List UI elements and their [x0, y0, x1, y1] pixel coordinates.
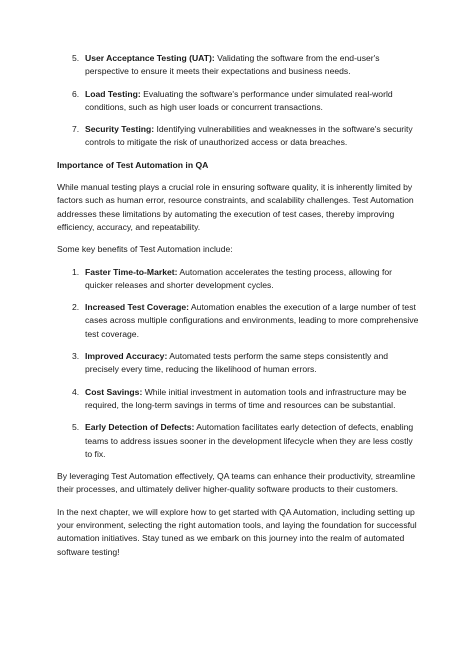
- list-item: [57, 52, 422, 79]
- testing-types-list: [57, 52, 422, 150]
- list-term: Improved Accuracy:: [85, 351, 168, 362]
- list-term: User Acceptance Testing (UAT):: [85, 53, 215, 63]
- list-term: Increased Test Coverage:: [85, 302, 189, 313]
- paragraph-benefits-intro: Some key benefits of Test Automation include:: [57, 244, 233, 255]
- list-text: Automation enables the execution of a large number of test cases across multiple configurations and environments, leading to more comprehensive test coverage.: [85, 302, 419, 339]
- list-term: Early Detection of Defects:: [85, 422, 195, 433]
- list-text: Identifying vulnerabilities and weaknesses in the software's security controls to mitigate the risk of unauthorized access or data breaches.: [85, 124, 413, 148]
- list-number: 5.: [72, 422, 80, 433]
- list-item: [57, 350, 422, 377]
- list-text: Automation facilitates early detection of defects, enabling teams to address issues sooner in the development lifecycle when they are less costly to fix.: [85, 422, 414, 459]
- paragraph-intro: While manual testing plays a crucial role in ensuring software quality, it is inherently limited by factors such as human error, resource constraints, and scalability challenges. Test Automation addresses these limitations by automating the execution of test cases, thereby improving efficiency, accuracy, and repeatability.: [57, 182, 414, 232]
- benefits-list: [57, 266, 422, 462]
- list-text: Evaluating the software's performance under simulated real-world conditions, such as high user loads or concurrent transactions.: [85, 88, 393, 112]
- list-item: [57, 266, 422, 293]
- list-item: [57, 421, 422, 461]
- list-term: Cost Savings:: [85, 386, 143, 397]
- list-item: [57, 301, 422, 341]
- document-page: [57, 52, 422, 568]
- list-term: Load Testing:: [85, 88, 141, 99]
- list-number: 2.: [72, 302, 80, 313]
- list-term: Security Testing:: [85, 124, 155, 135]
- list-number: 4.: [72, 386, 80, 397]
- list-number: 6.: [72, 88, 80, 99]
- paragraph-conclusion: By leveraging Test Automation effectively, QA teams can enhance their productivity, streamline their processes, and ultimately deliver higher-quality software products to their customers.: [57, 471, 416, 495]
- list-number: 7.: [72, 124, 80, 135]
- paragraph-next-chapter: In the next chapter, we will explore how to get started with QA Automation, including setting up your environment, selecting the right automation tools, and laying the foundation for successful automation initiatives. Stay tuned as we embark on this journey into the realm of automated software testing!: [57, 506, 417, 557]
- list-number: 3.: [72, 351, 80, 362]
- list-number: 5.: [72, 53, 80, 63]
- list-item: [57, 386, 422, 413]
- list-text: While initial investment in automation tools and infrastructure may be required, the long-term savings in terms of time and resources can be substantial.: [85, 386, 407, 410]
- list-term: Faster Time-to-Market:: [85, 266, 178, 277]
- list-text: Automated tests perform the same steps consistently and precisely every time, reducing the likelihood of human errors.: [85, 351, 388, 375]
- list-number: 1.: [72, 266, 80, 277]
- section-heading: Importance of Test Automation in QA: [57, 159, 209, 170]
- list-text: Automation accelerates the testing process, allowing for quicker releases and shorter development cycles.: [85, 266, 392, 290]
- list-text: Validating the software from the end-user's perspective to ensure it meets their expectations and business needs.: [85, 53, 380, 77]
- list-item: [57, 88, 422, 115]
- list-item: [57, 123, 422, 150]
